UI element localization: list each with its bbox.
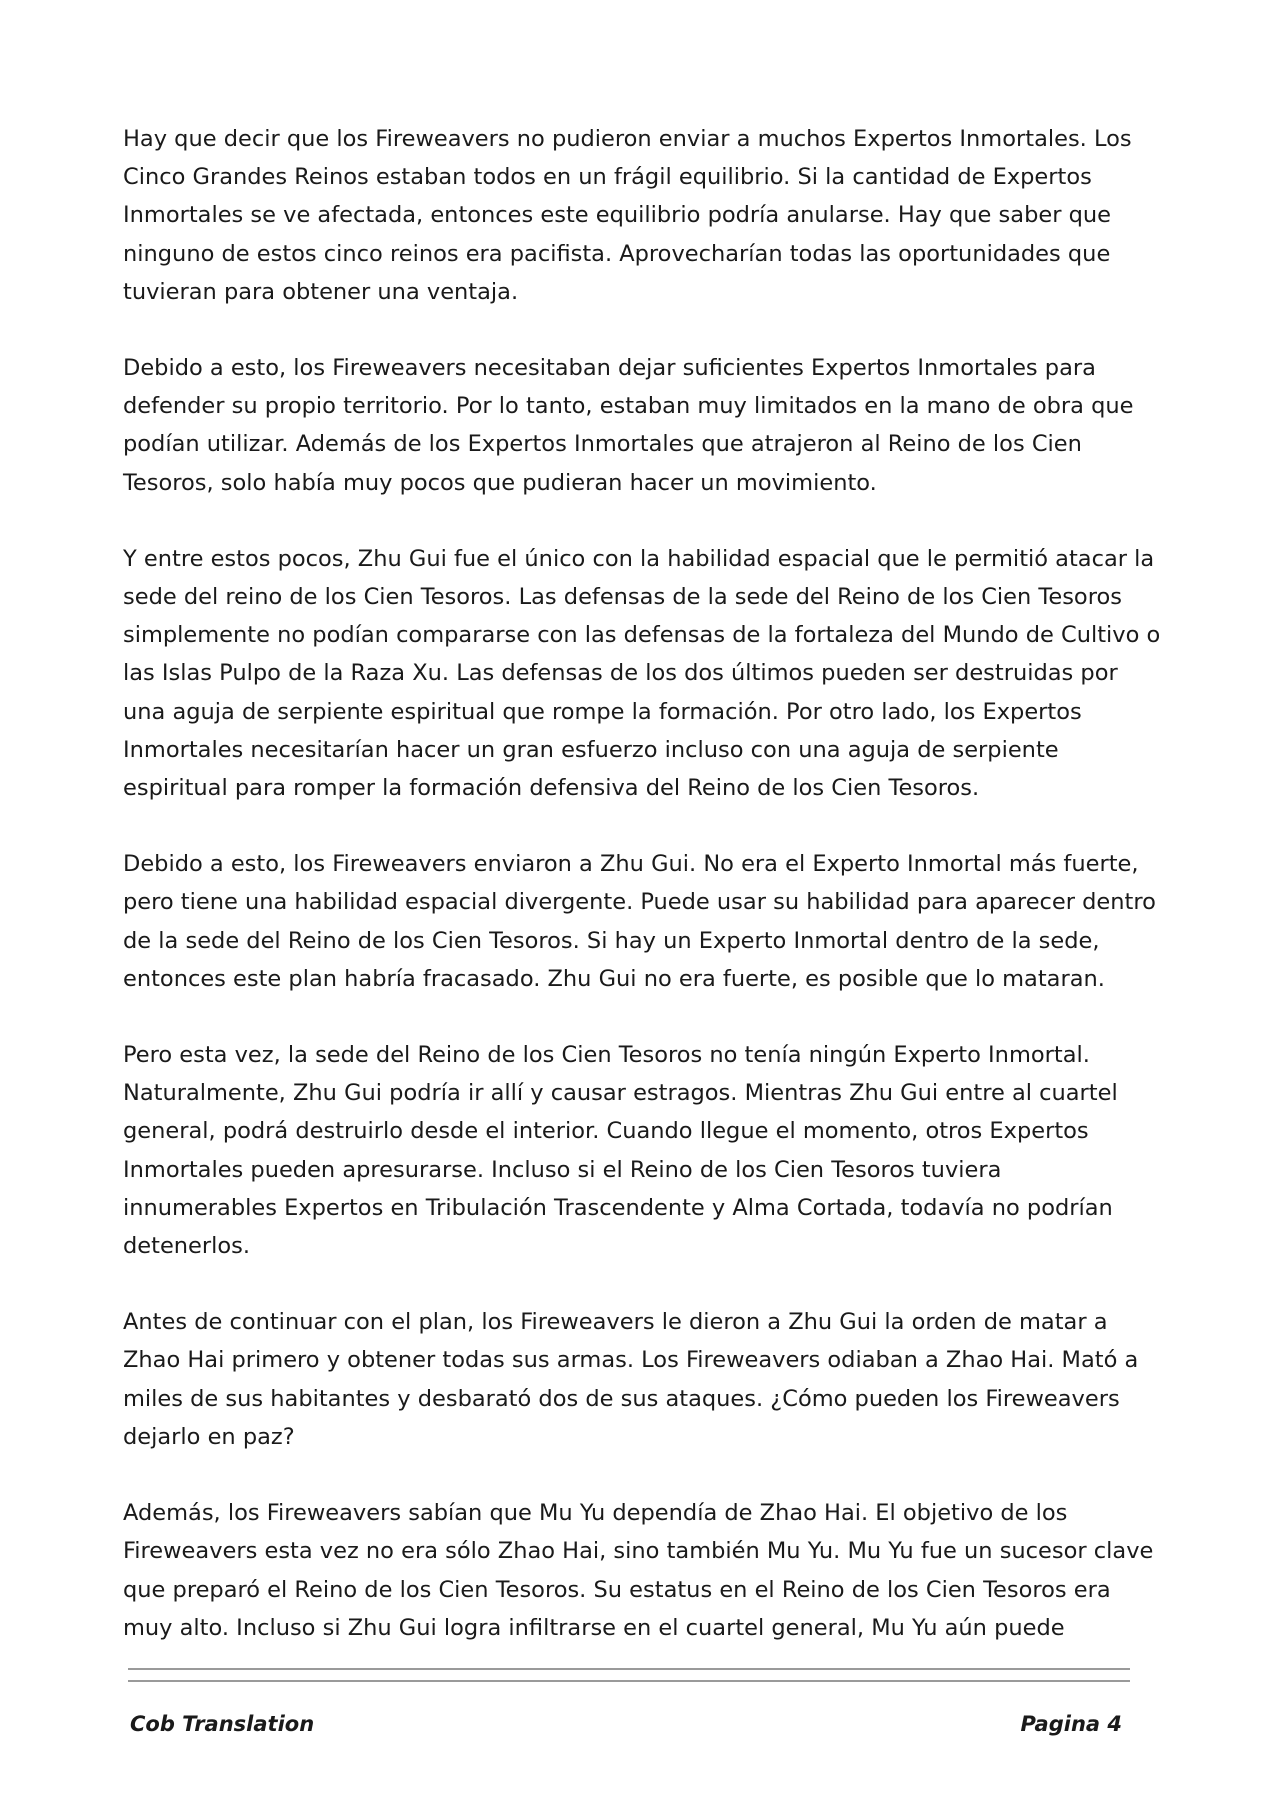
text-line: espiritual para romper la formación defensiva del Reino de los Cien Tesoros. (123, 775, 980, 802)
text-line: Naturalmente, Zhu Gui podría ir allí y causar estragos. Mientras Zhu Gui entre al cuartel (123, 1080, 1118, 1107)
text-line: Zhao Hai primero y obtener todas sus armas. Los Fireweavers odiaban a Zhao Hai. Mató a (123, 1347, 1139, 1374)
text-line: Cinco Grandes Reinos estaban todos en un frágil equilibrio. Si la cantidad de Expertos (123, 164, 1092, 191)
text-line: Inmortales pueden apresurarse. Incluso si el Reino de los Cien Tesoros tuviera (123, 1156, 1002, 1183)
text-line: Pero esta vez, la sede del Reino de los Cien Tesoros no tenía ningún Experto Inmortal. (123, 1042, 1090, 1069)
text-line: Antes de continuar con el plan, los Fireweavers le dieron a Zhu Gui la orden de matar a (123, 1309, 1108, 1336)
text-line: Y entre estos pocos, Zhu Gui fue el único con la habilidad espacial que le permitió atacar la (123, 545, 1155, 572)
text-line: las Islas Pulpo de la Raza Xu. Las defensas de los dos últimos pueden ser destruidas por (123, 660, 1118, 687)
paragraph (123, 120, 1133, 311)
text-line: Tesoros, solo había muy pocos que pudieran hacer un movimiento. (123, 469, 877, 496)
text-line: Debido a esto, los Fireweavers enviaron a Zhu Gui. No era el Experto Inmortal más fuerte, (123, 851, 1139, 878)
text-line: Inmortales necesitarían hacer un gran esfuerzo incluso con una aguja de serpiente (123, 736, 1059, 763)
text-line: defender su propio territorio. Por lo tanto, estaban muy limitados en la mano de obra que (123, 393, 1134, 420)
text-line: ninguno de estos cinco reinos era pacifista. Aprovecharían todas las oportunidades que (123, 240, 1111, 267)
footer-divider-bottom (128, 1680, 1130, 1682)
text-line: Debido a esto, los Fireweavers necesitaban dejar suficientes Expertos Inmortales para (123, 355, 1096, 382)
text-line: Además, los Fireweavers sabían que Mu Yu dependía de Zhao Hai. El objetivo de los (123, 1500, 1068, 1527)
text-line: muy alto. Incluso si Zhu Gui logra infiltrarse en el cuartel general, Mu Yu aún puede (123, 1614, 1065, 1641)
text-line: una aguja de serpiente espiritual que rompe la formación. Por otro lado, los Expertos (123, 698, 1082, 725)
footer-publisher: Cob Translation (130, 1712, 315, 1736)
text-line: entonces este plan habría fracasado. Zhu Gui no era fuerte, es posible que lo mataran. (123, 965, 1105, 992)
text-line: pero tiene una habilidad espacial divergente. Puede usar su habilidad para aparecer dentro (123, 889, 1156, 916)
paragraph (123, 540, 1161, 807)
text-line: simplemente no podían compararse con las defensas de la fortaleza del Mundo de Cultivo o (123, 622, 1161, 649)
text-line: podían utilizar. Además de los Expertos Inmortales que atrajeron al Reino de los Cien (123, 431, 1082, 458)
footer-divider-top (128, 1668, 1130, 1670)
text-line: que preparó el Reino de los Cien Tesoros. Su estatus en el Reino de los Cien Tesoros era (123, 1576, 1111, 1603)
text-line: tuvieran para obtener una ventaja. (123, 278, 519, 305)
text-line: general, podrá destruirlo desde el interior. Cuando llegue el momento, otros Expertos (123, 1118, 1089, 1145)
paragraph (123, 349, 1133, 502)
paragraph (123, 845, 1156, 998)
text-line: sede del reino de los Cien Tesoros. Las defensas de la sede del Reino de los Cien Tesoros (123, 584, 1122, 611)
text-line: Fireweavers esta vez no era sólo Zhao Hai, sino también Mu Yu. Mu Yu fue un sucesor clave (123, 1538, 1154, 1565)
paragraph (123, 1303, 1139, 1456)
text-line: innumerables Expertos en Tribulación Trascendente y Alma Cortada, todavía no podrían (123, 1194, 1113, 1221)
text-line: dejarlo en paz? (123, 1423, 295, 1450)
text-line: de la sede del Reino de los Cien Tesoros. Si hay un Experto Inmortal dentro de la sede, (123, 927, 1100, 954)
footer-page-number: Pagina 4 (1020, 1712, 1122, 1736)
text-line: detenerlos. (123, 1233, 251, 1260)
text-line: Inmortales se ve afectada, entonces este equilibrio podría anularse. Hay que saber que (123, 202, 1111, 229)
paragraph (123, 1494, 1154, 1647)
paragraph (123, 1036, 1133, 1265)
document-body (123, 120, 1161, 1685)
text-line: Hay que decir que los Fireweavers no pudieron enviar a muchos Expertos Inmortales. Los (123, 126, 1132, 152)
text-line: miles de sus habitantes y desbarató dos de sus ataques. ¿Cómo pueden los Fireweavers (123, 1385, 1120, 1412)
